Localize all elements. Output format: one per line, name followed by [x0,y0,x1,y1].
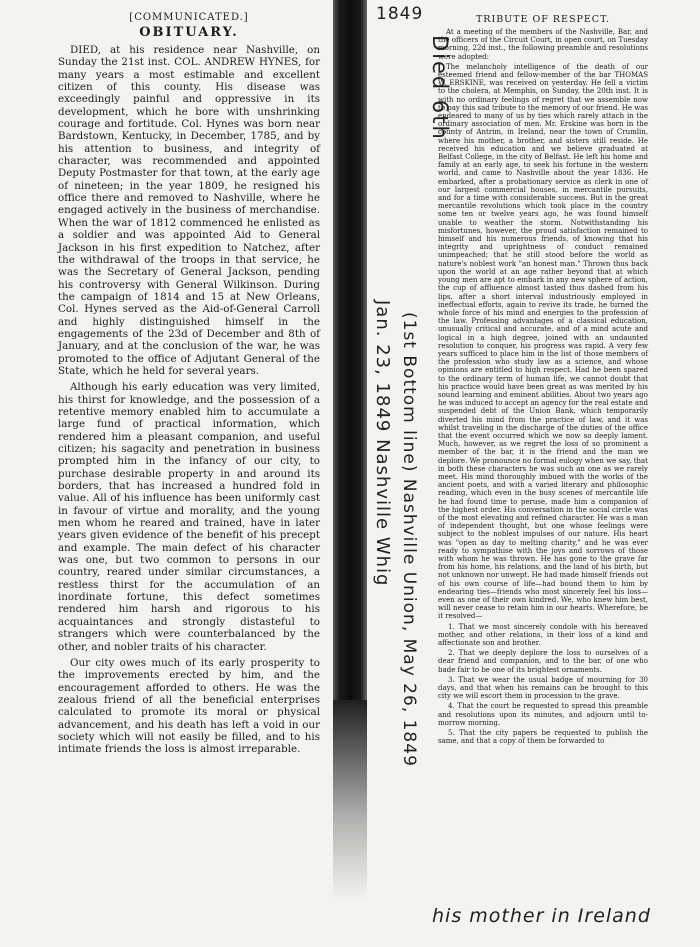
tribute-paragraph: At a meeting of the members of the Nashville, Bar, and the officers of the Circuit Court, in open court, on Tuesday morning, 22d inst., the following preamble and resolutions were adopted: [438,28,648,61]
resolution-item: 5. That the city papers be requested to publish the same, and that a copy of them be forwarded to [438,729,648,746]
resolution-item: 3. That we wear the usual badge of mourning for 30 days, and that when his remains can be brought to this city we will escort them in procession to the grave. [438,675,648,701]
resolution-item: 4. That the court be requested to spread this preamble and resolutions upon its minutes, and adjourn until to-morrow morning. [438,702,648,727]
communicated-label: [COMMUNICATED.] [129,12,249,23]
obituary-paragraph: Our city owes much of its early prosperity to the improvements erected by him, and the encouragement afforded to others. He was the zealous friend of all the beneficial enterprises calculated to promote its moral or physical advancement, and his death has left a void in our society which will not easily be filled, and to his intimate friends the loss is almost irreparable. [58,656,320,756]
resolution-item: 1. That we most sincerely condole with his bereaved mother, and other relations, in their loss of a kind and affectionate son and brother. [438,622,648,648]
scan-fold-shadow [333,0,367,700]
obituary-paragraph: Although his early education was very limited, his thirst for knowledge, and the possession of a retentive memory enabled him to accumulate a large fund of practical information, which rendered him a pleasant companion, and useful citizen; his sagacity and penetration in business prompted him in the infancy of our city, to purchase desirable property in and around its borders, that has increased a hundred fold in value. All of his influence has been uniformly cast in favour of virtue and morality, and the young men whom he reared and trained, have in later years given evidence of the benefit of his precept and example. The main defect of his character was one, but two common to persons in our country, reared under similar circumstances, a restless thirst for the accumulation of an inordinate fortune, this defect sometimes rendered him harsh and rigorous to his acquaintances and strongly distasteful to strangers which were counterbalanced by the other, and nobler traits of his character. [58,381,320,653]
handwritten-note-union: (1st Bottom line) Nashville Union, May 26, 1849 [399,312,419,767]
resolution-item: 2. That we deeply deplore the loss to ourselves of a dear friend and companion, and to the bar, of one who bade fair to be one of its brightest ornaments. [438,649,648,674]
obituary-title: OBITUARY. [139,25,239,40]
handwritten-year: 1849 [376,4,424,24]
tribute-title: TRIBUTE OF RESPECT. [475,14,611,25]
obituary-paragraph: DIED, at his residence near Nashville, on Sunday the 21st inst. COL. ANDREW HYNES, for many years a most estimable and excellent citizen of this county. His disease was exceedingly painful and oppressive in its development, which he bore with unshrinking courage and fortitude. Col. Hynes was born near Bardstown, Kentucky, in December, 1785, and by his attention to business, and integrity of character, was recommended and appointed Deputy Postmaster for that town, at the early age of nineteen; in the year 1809, he resigned his office there and removed to Nashville, where he engaged actively in the business of merchandise. When the war of 1812 commenced he enlisted as a soldier and was appointed Aid to General Jackson in his first expedition to Natchez, after the withdrawal of the troops in that service, he was the Secretary of General Jackson, pending his controversy with General Wilkinson. During the campaign of 1814 and 15 at New Orleans, Col. Hynes served as the Aid-of-General Carroll and highly distinguished himself in the engagements of the 23d of December and 8th of January, and at the conclusion of the war, he was promoted to the office of Adjutant General of the State, which he held for several years. [58,44,320,377]
obituary-column [58,8,320,760]
handwritten-note-whig: Jan. 23, 1849 Nashville Whig [372,300,393,587]
handwritten-note-died: Died 6th [428,35,452,141]
scan-fold-shadow-fade [333,700,367,900]
tribute-column [438,14,648,747]
tribute-paragraph: The melancholy intelligence of the death of our esteemed friend and fellow-member of the bar THOMAS W. ERSKINE, was received on yesterday. He fell a victim to the cholera, at Memphis, on Sunday, the 20th inst. It is with no ordinary feelings of regret that we assemble now to pay this sad tribute to the memory of our friend. He was endeared to many of us by ties which rarely attach in the ordinary association of men. Mr. Erskine was born in the county of Antrim, in Ireland, near the town of Crumlin, where his mother, a brother, and sisters still reside. He received his education and we believe graduated at Belfast College, in the city of Belfast. He left his home and family at an early age, to seek his fortune in the western world, and came to Nashville about the year 1836. He embarked, after a probationary service as clerk in one of our largest commercial houses, in mercantile pursuits, and for a time with considerable success. But in the great mercantile revolutions which took place in the country some ten or twelve years ago, he was found himself unable to weather the storm. Notwithstanding his misfortunes, however, the proud satisfaction remained to himself and his numerous friends, of knowing that his integrity and uprightness of conduct remained unimpeached; that he still stood before the world as nature's noblest work "an honest man." Thrown thus back upon the world at an age rather beyond that at which young men are apt to embark in any new sphere of action, the cup of affluence almost tasted thus dashed from his lips, after a short interval industriously employed in ineffectual efforts, again to revive its trade, he turned the whole force of his mind and energies to the profession of the law. Professing advantages of a classical education, unusually critical and accurate, and of a mind acute and logical in a high degree, joined with an undaunted resolution to conquer, his progress was rapid. A very few years sufficed to place him in the list of those members of the profession who study law as a science, and whose opinions are entitled to high respect. Had he been spared to the ordinary term of human life, we cannot doubt that his practice would have been great as was merited by his sound learning and eminent abilities. About two years ago he was induced to accept an agency for the real estate and suspended debt of the Union Bank, which temporarily diverted his mind from the practice of law, and it was whilst traveling in the discharge of the duties of the office that the event occurred which we now so deeply lament. Much, however, as we regret the loss of so prominent a member of the bar, it is the friend and the man we deplore. We pronounce no formal eulogy when we say, that in both these characters he was such an one as we rarely meet. His mind thoroughly imbued with the works of the ancient poets, and with a varied literary and philosophic reading, which even in the busy scenes of mercantile life he had found time to peruse, made him a companion of the highest order. His conversation in the social circle was of the most elevating and refined character. He was a man of independent thought, but one whose feelings were subject to the noblest impulses of our nature. His heart was "open as day to melting charity," and he was ever ready to sympathise with the joys and sorrows of those with whom he was thrown. He has gone to the grave far from his home, his relations, and the land of his birth, but not unknown nor unwept. He had made himself friends out of his own course of life—had bound them to him by endearing ties—friends who most sincerely feel his loss—even as one of their own kindred. We, who knew him best, will never cease to retain him in our hearts. Wherefore, be it resolved— [438,62,649,621]
resolutions-list [438,623,648,746]
handwritten-footer-note: his mother in Ireland [432,905,651,927]
